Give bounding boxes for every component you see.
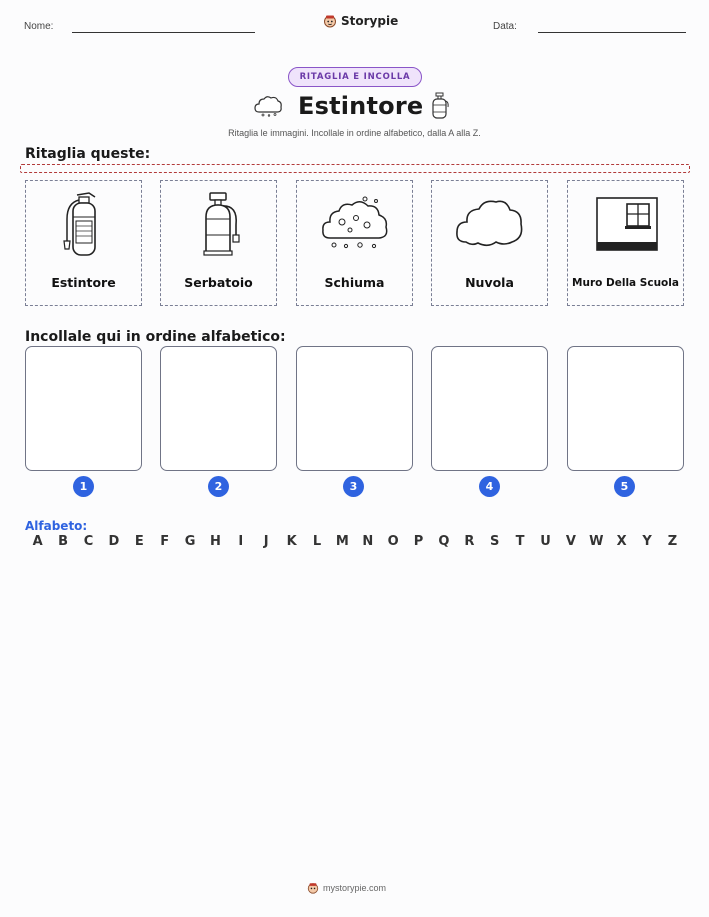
alphabet-letter: W [589,534,604,549]
footer [307,882,386,894]
paste-slot-1[interactable] [25,346,142,471]
alphabet-letter: Q [438,534,450,549]
card-label: Estintore [51,275,116,290]
date-label: Data: [493,21,517,32]
slot-number-3: 3 [343,476,364,497]
card-label: Schiuma [324,275,385,290]
alphabet-letter: R [464,534,475,549]
alphabet-row [25,534,685,549]
storypie-mascot-icon [307,882,319,894]
cut-line [20,164,690,173]
instructions: Ritaglia le immagini. Incollale in ordine alfabetico, dalla A alla Z. [228,128,481,138]
alphabet-letter: X [616,534,627,549]
foam-icon [320,194,390,254]
alphabet-letter: C [83,534,94,549]
cut-card-serbatoio[interactable] [160,180,277,306]
alphabet-letter: G [184,534,196,549]
foam-icon [253,94,283,118]
paste-slot-3[interactable] [296,346,413,471]
date-field-line[interactable] [538,32,686,33]
cut-section-title: Ritaglia queste: [25,146,151,162]
slot-number-1: 1 [73,476,94,497]
brand-logo [323,14,398,28]
alphabet-letter: A [32,534,43,549]
paste-slot-2[interactable] [160,346,277,471]
school-wall-icon [591,194,661,254]
gas-tank-icon [428,91,452,121]
alphabet-letter: B [58,534,69,549]
alphabet-letter: E [134,534,144,549]
brand-name: Storypie [341,14,399,28]
cut-card-schiuma[interactable] [296,180,413,306]
cut-card-nuvola[interactable] [431,180,548,306]
alphabet-letter: K [286,534,297,549]
storypie-mascot-icon [323,14,337,28]
card-label: Serbatoio [184,275,253,290]
activity-badge: RITAGLIA E INCOLLA [288,67,422,87]
name-label: Nome: [24,21,54,32]
gas-tank-icon [192,191,246,257]
alphabet-letter: M [335,534,349,549]
alphabet-letter: I [238,534,244,549]
alphabet-letter: T [515,534,525,549]
alphabet-letter: O [387,534,399,549]
alphabet-letter: S [490,534,500,549]
alphabet-letter: V [565,534,576,549]
alphabet-letter: H [209,534,221,549]
alphabet-letter: L [312,534,322,549]
slot-number-5: 5 [614,476,635,497]
cut-card-muro-della-scuola[interactable] [567,180,684,306]
alphabet-letter: N [362,534,374,549]
alphabet-letter: Z [667,534,678,549]
paste-slot-4[interactable] [431,346,548,471]
name-field-line[interactable] [72,32,255,33]
page-title: Estintore [298,92,424,120]
cut-card-estintore[interactable] [25,180,142,306]
alphabet-letter: J [263,534,269,549]
cloud-icon [454,196,526,252]
alphabet-letter: Y [642,534,652,549]
paste-section-title: Incollale qui in ordine alfabetico: [25,329,286,345]
alphabet-title: Alfabeto: [25,519,88,533]
footer-url[interactable]: mystorypie.com [323,883,387,893]
alphabet-letter: P [413,534,424,549]
alphabet-letter: F [160,534,170,549]
fire-extinguisher-icon [59,189,109,259]
slot-number-2: 2 [208,476,229,497]
card-label: Muro Della Scuola [572,277,679,289]
alphabet-letter: D [108,534,120,549]
card-label: Nuvola [465,275,514,290]
slot-number-4: 4 [479,476,500,497]
paste-slot-5[interactable] [567,346,684,471]
alphabet-letter: U [540,534,551,549]
